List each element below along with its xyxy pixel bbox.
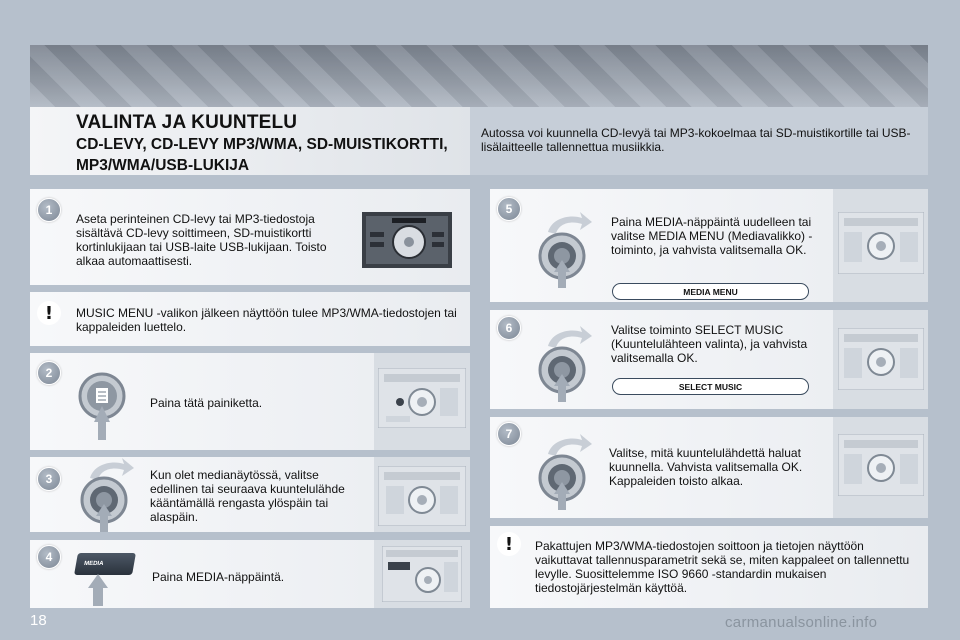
page-subtitle: CD-LEVY, CD-LEVY MP3/WMA, SD-MUISTIKORTTI, MP3/WMA/USB-LUKIJA bbox=[76, 136, 448, 174]
step-4-console-image bbox=[382, 546, 462, 602]
step-3-number: 3 bbox=[37, 467, 61, 491]
media-menu-screen-label: MEDIA MENU bbox=[612, 283, 809, 300]
step-5-console-image bbox=[838, 212, 924, 274]
media-button-label: MEDIA bbox=[83, 561, 104, 567]
step-6-text: Valitse toiminto SELECT MUSIC (Kuuntelulähteen valinta), ja vahvista valitsemalla OK. bbox=[611, 323, 808, 365]
rotary-knob-icon bbox=[72, 454, 146, 534]
menu-button-icon bbox=[78, 366, 134, 442]
step-5-number: 5 bbox=[497, 197, 521, 221]
step-2-text: Paina tätä painiketta. bbox=[150, 396, 263, 410]
rotary-knob-icon bbox=[530, 428, 604, 512]
note-1-text: MUSIC MENU -valikon jälkeen näyttöön tulee MP3/WMA-tiedostojen tai kappaleiden luettelo. bbox=[76, 306, 457, 334]
step-1-text: Aseta perinteinen CD-levy tai MP3-tiedostoja sisältävä CD-levy soittimeen, SD-muistikortti kortinlukijaan tai USB-laite USB-lukijaan. Toisto alkaa automaattisesti. bbox=[76, 212, 327, 268]
step-7-text: Valitse, mitä kuuntelulähdettä haluat kuunnella. Vahvista valitsemalla OK. Kappaleiden toisto alkaa. bbox=[609, 446, 803, 488]
cd-player-image bbox=[362, 212, 452, 268]
warning-icon: ! bbox=[37, 301, 61, 325]
step-5-text: Paina MEDIA-näppäintä uudelleen tai valitse MEDIA MENU (Mediavalikko) -toiminto, ja vahvista valitsemalla OK. bbox=[611, 215, 813, 257]
page-title: VALINTA JA KUUNTELU bbox=[76, 112, 298, 133]
step-7-console-image bbox=[838, 434, 924, 496]
rotary-knob-icon bbox=[530, 206, 604, 290]
step-2-console-image bbox=[378, 368, 466, 428]
step-3-console-image bbox=[378, 466, 466, 526]
watermark: carmanualsonline.info bbox=[725, 614, 878, 631]
rotary-knob-icon bbox=[530, 320, 604, 404]
media-button-icon bbox=[74, 553, 136, 575]
step-4-number: 4 bbox=[37, 545, 61, 569]
header-banner bbox=[30, 45, 928, 107]
up-arrow-icon bbox=[86, 574, 110, 606]
select-music-screen-label: SELECT MUSIC bbox=[612, 378, 809, 395]
step-6-console-image bbox=[838, 328, 924, 390]
intro-text: Autossa voi kuunnella CD-levyä tai MP3-kokoelmaa tai SD-muistikortille tai USB-lisälaitteelle tallennettua musiikkia. bbox=[481, 126, 911, 154]
step-6-number: 6 bbox=[497, 316, 521, 340]
step-4-text: Paina MEDIA-näppäintä. bbox=[152, 570, 285, 584]
warning-icon: ! bbox=[497, 532, 521, 556]
step-7-number: 7 bbox=[497, 422, 521, 446]
step-1-number: 1 bbox=[37, 198, 61, 222]
page-number: 18 bbox=[30, 612, 47, 629]
step-3-text: Kun olet medianäytössä, valitse edellinen tai seuraava kuuntelulähde kääntämällä rengasta ylöspäin tai alaspäin. bbox=[150, 468, 345, 524]
step-2-number: 2 bbox=[37, 361, 61, 385]
note-2-text: Pakattujen MP3/WMA-tiedostojen soittoon ja tietojen näyttöön vaikuttavat tallennusparametrit sekä se, miten kappaleet on tallennettu levylle. Suosittelemme ISO 9660 -standardin mukaisen tiedostojärjestelmän käyttöä. bbox=[535, 539, 910, 595]
